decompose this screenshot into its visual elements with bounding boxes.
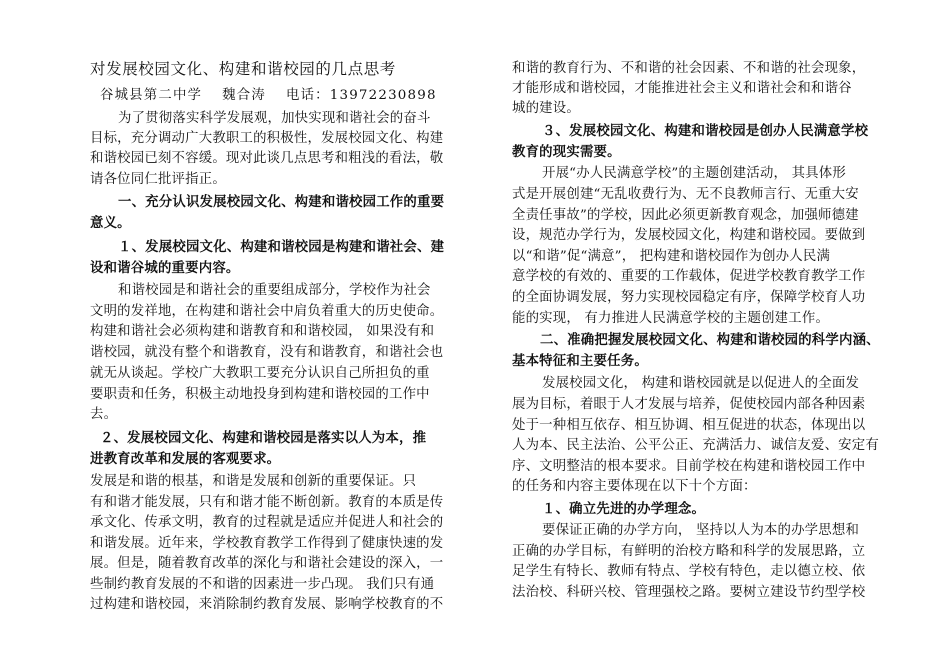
paragraph-line: 展。但是，随着教育改革的深化与和谐社会建设的深入，一 [90,556,444,571]
paragraph-line: 构建和谐社会必须构建和谐教育和和谐校园， 如果没有和 [90,324,435,339]
paragraph-line: 城的建设。 [512,101,580,116]
paragraph-line: 谐校园，就没有整个和谐教育，没有和谐教育，和谐社会也 [90,345,444,360]
paragraph-line: 要保证正确的办学方向， 坚持以人为本的办学思想和 [542,523,860,538]
author-line: 谷城县第二中学 魏合涛 电话：13972230898 [100,88,437,103]
subsection-heading: 设和谐谷城的重要内容。 [90,260,240,276]
paragraph-line: 和谐发展。近年来，学校教育教学工作得到了健康快速的发 [90,536,444,551]
section-heading: 一、充分认识发展校园文化、构建和谐校园工作的重要 [118,194,445,210]
subsection-heading: ２、发展校园文化、构建和谐校园是落实以人为本，推 [100,430,427,446]
paragraph-line: 承文化、传承文明，教育的过程就是适应并促进人和社会的 [90,515,444,530]
paragraph-line: 文明的发祥地，在构建和谐社会中肩负着重大的历史使命。 [90,304,444,319]
paragraph-line: 要职责和任务，积极主动地投身到构建和谐校园的工作中 [90,387,430,402]
paragraph-line: 和谐校园已刻不容缓。现对此谈几点思考和粗浅的看法，敬 [90,151,444,166]
section-heading: 意义。 [90,215,131,231]
subsection-heading: １、发展校园文化、构建和谐校园是构建和谐社会、建 [118,239,445,255]
paragraph-line: 过构建和谐校园，来消除制约教育发展、影响学校教育的不 [90,597,444,612]
paragraph-line: 人为本、民主法治、公平公正、充满活力、诚信友爱、安定有 [512,438,879,453]
subsection-heading: １、确立先进的办学理念。 [542,501,706,517]
paragraph-line: 正确的办学目标，有鲜明的治校方略和科学的发展思路，立 [512,544,866,559]
paragraph-line: 设，规范办学行为，发展校园文化，构建和谐校园。要做到 [512,228,866,243]
paragraph-line: 以“和谐”促“满意”， 把构建和谐校园作为创办人民满 [512,249,831,264]
section-heading: 二、准确把握发展校园文化、构建和谐校园的科学内涵、 [540,332,880,348]
paragraph-line: 意学校的有效的、重要的工作载体，促进学校教育教学工作 [512,269,866,284]
paragraph-line: 才能形成和谐校园，才能推进社会主义和谐社会和和谐谷 [512,81,852,96]
paragraph-line: 能的实现， 有力推进人民满意学校的主题创建工作。 [512,311,830,326]
section-heading: 基本特征和主要任务。 [512,353,648,369]
paragraph-line: 就无从谈起。学校广大教职工要充分认识自己所担负的重 [90,366,430,381]
paragraph-line: 发展是和谐的根基，和谐是发展和创新的重要保证。只 [90,474,417,489]
paragraph-line: 的全面协调发展，努力实现校园稳定有序，保障学校育人功 [512,290,866,305]
paragraph-line: 全责任事故”的学校，因此必须更新教育观念，加强师德建 [512,208,859,223]
subsection-heading: 教育的现实需要。 [512,144,621,160]
paragraph-line: 序、文明整洁的根本要求。目前学校在构建和谐校园工作中 [512,459,866,474]
paragraph-line: 展为目标，着眼于人才发展与培养，促使校园内部各种因素 [512,397,866,412]
subsection-heading: 进教育改革和发展的客观要求。 [90,451,281,467]
paragraph-line: 足学生有特长、教师有特点、学校有特色，走以德立校、依 [512,564,866,579]
paragraph-line: 和谐校园是和谐社会的重要组成部分，学校作为社会 [118,283,431,298]
subsection-heading: ３、发展校园文化、构建和谐校园是创办人民满意学校 [542,123,869,139]
paragraph-line: 法治校、科研兴校、管理强校之路。要树立建设节约型学校 [512,585,866,600]
document-title: 对发展校园文化、构建和谐校园的几点思考 [90,60,396,78]
paragraph-line: 开展“办人民满意学校”的主题创建活动， 其具体形 [542,166,846,181]
paragraph-line: 的任务和内容主要体现在以下十个方面： [512,479,757,494]
paragraph-line: 些制约教育发展的不和谐的因素进一步凸现。 我们只有通 [90,577,435,592]
paragraph-line: 和谐的教育行为、不和谐的社会因素、不和谐的社会现象， [512,61,866,76]
paragraph-line: 目标，充分调动广大教职工的积极性，发展校园文化、构建 [90,131,444,146]
paragraph-line: 为了贯彻落实科学发展观，加快实现和谐社会的奋斗 [118,111,431,126]
paragraph-line: 请各位同仁批评指正。 [90,172,226,187]
paragraph-line: 处于一种相互依存、相互协调、相互促进的状态，体现出以 [512,418,866,433]
paragraph-line: 式是开展创建“无乱收费行为、无不良教师言行、无重大安 [512,187,859,202]
paragraph-line: 发展校园文化， 构建和谐校园就是以促进人的全面发 [542,376,860,391]
paragraph-line: 去。 [90,407,118,422]
paragraph-line: 有和谐才能发展，只有和谐才能不断创新。教育的本质是传 [90,495,444,510]
